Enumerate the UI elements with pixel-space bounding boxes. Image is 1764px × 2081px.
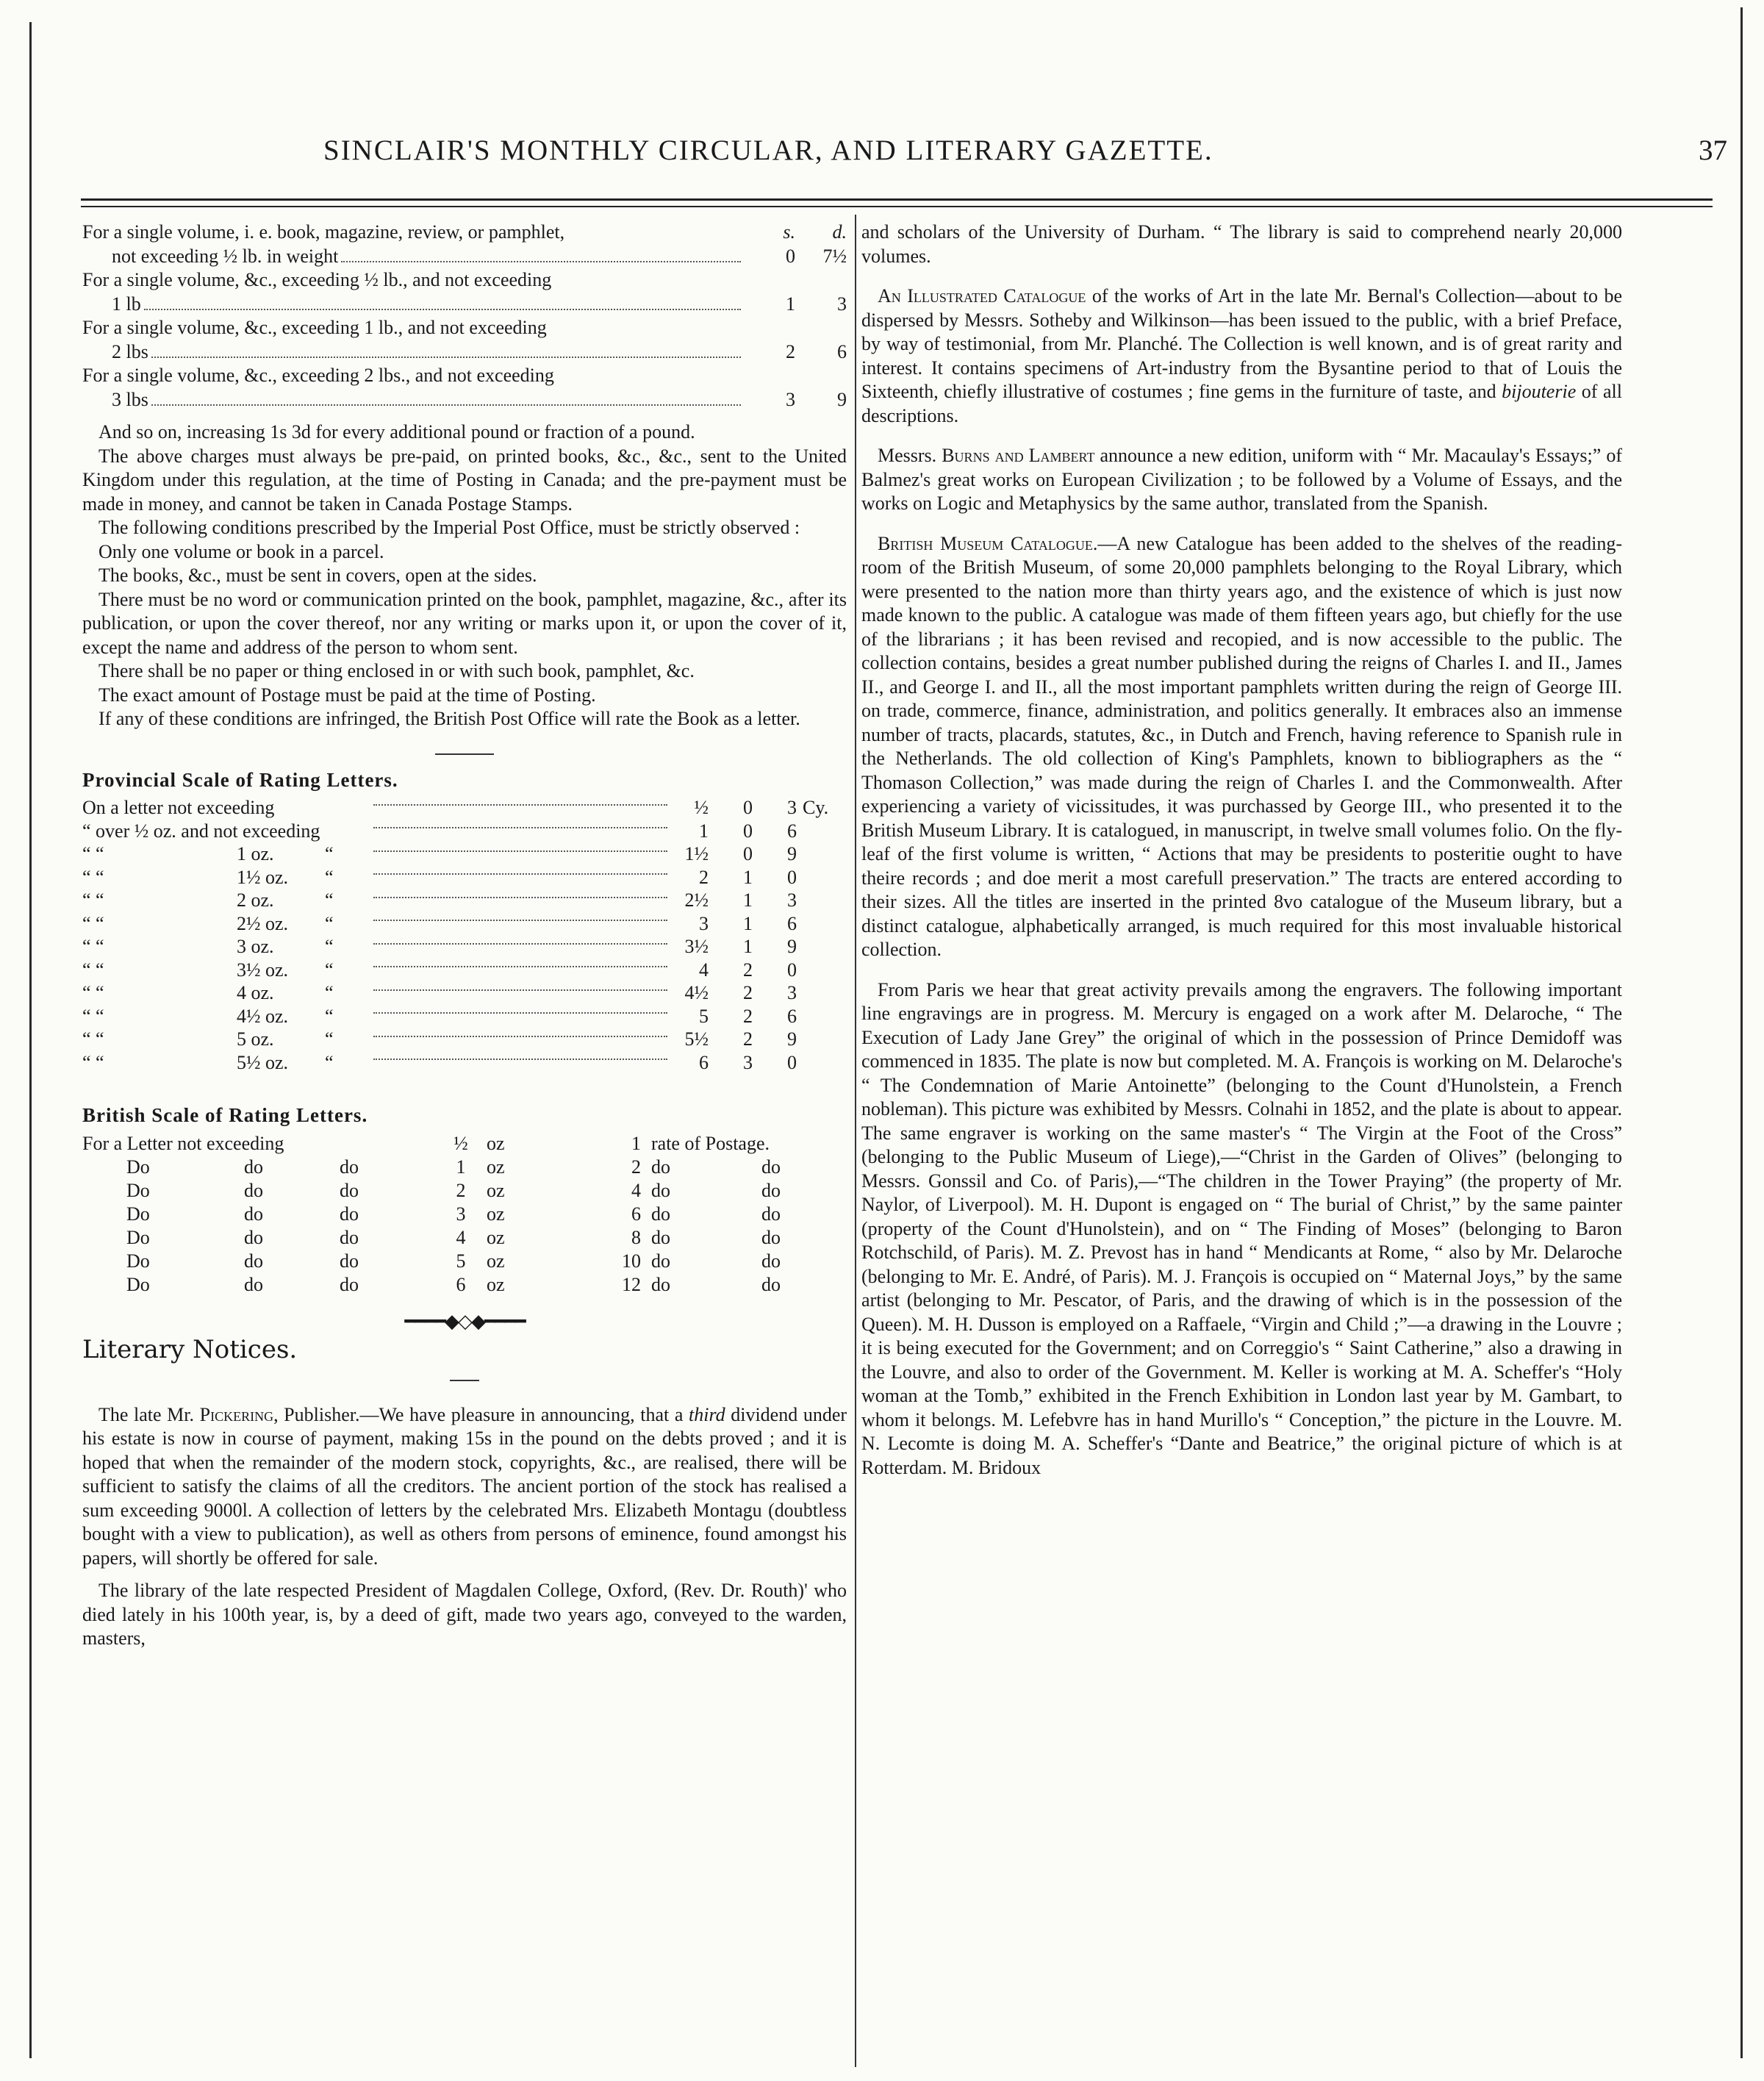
leader-dots-line: [373, 920, 667, 921]
header-rule-bottom: [81, 206, 1713, 207]
provincial-prefix: On a letter not exceeding: [82, 797, 275, 818]
british-rate-label: do: [651, 1179, 670, 1201]
notice-pickering: [82, 1403, 847, 1571]
british-weight: 2: [456, 1179, 466, 1201]
british-desc: do: [244, 1273, 263, 1295]
british-rate: 4: [631, 1179, 641, 1201]
provincial-cond: “: [325, 936, 334, 957]
notice-burns: [861, 444, 1622, 516]
british-rate-label: do: [761, 1226, 781, 1248]
british-scale-title: British Scale of Rating Letters.: [82, 1104, 368, 1126]
british-rate-label: do: [761, 1273, 781, 1295]
notice-paris: From Paris we hear that great activity prevails among the engravers. The following important line engravings are in progress. M. Mercury is engaged on a work after M. Delaroche, “ The Execution of Lady Jane Grey” the original of which in the possession of Prince Demidoff was commenced in 1835. The plate is now but completed. M. A. François is working on M. Delaroche's “ The Condemnation of Marie Antoinette” (belonging to the Count d'Hunolstein, a French nobleman). This picture was exhibited by Messrs. Colnahi in 1852, and the plate is about to appear. The same engraver is working on the same master's “ The Virgin at the Foot of the Cross” (belonging to the Public Museum of Liege),—“Christ in the Garden of Olives” (belonging to Messrs. Gonssil and Co. of Paris),—“The children in the Tower Praying” (the property of Mr. Naylor, of Liverpool). M. H. Dupont is engaged on “ The burial of Christ,” by the same painter (property of the Count d'Hunolstein), and on “ The Finding of Moses” (belonging to Baron Rotchschild, of Paris). M. Z. Prevost has in hand “ Mendicants at Rome, “ also by Mr. Delaroche (belonging to Mr. E. André, of Paris). M. J. François is occupied on “ Maternal Joys,” by the same artist (belonging to Mr. Pescator, of Paris, and the drawing of which is in the possession of the Queen). M. H. Dusson is employed on a Raffaele, “Virgin and Child ;”—a drawing in the Louvre ; it is being executed for the Government; and on Correggio's “ Saint Catherine,” also a drawing in the Louvre, and also to order of the Government. M. Keller is working at M. A. Scheffer's “Holy woman at the Tomb,” exhibited in the French Exhibition in London last year by M. Gambart, to whom it belongs. M. Lefebvre has in hand Murillo's “ Conception,” the picture in the Louvre. M. N. Lecomte is doing M. A. Scheffer's “Dante and Beatrice,” the original picture of which is at Rotterdam. M. Bridoux: [861, 978, 1622, 1478]
provincial-rate-a: 1: [743, 866, 753, 888]
provincial-prefix: “ “: [82, 1051, 104, 1073]
british-unit: oz: [487, 1179, 505, 1201]
provincial-rate-b: 9: [787, 843, 797, 864]
provincial-prefix: “ “: [82, 936, 104, 957]
provincial-rate-b: 3: [787, 797, 797, 818]
leader-dots: [341, 245, 741, 263]
british-weight: ½: [453, 1132, 468, 1154]
provincial-cond: “: [325, 982, 334, 1003]
british-row: [82, 1156, 847, 1179]
british-desc: do: [340, 1156, 359, 1178]
provincial-unit: [797, 866, 847, 889]
provincial-scale-title: Provincial Scale of Rating Letters.: [82, 768, 398, 791]
provincial-prefix: “ “: [82, 982, 104, 1003]
british-rate-label: do: [761, 1156, 781, 1178]
provincial-weight: 4½ oz.: [237, 1005, 289, 1027]
right-column: [861, 221, 1622, 1480]
leader-dots: [369, 820, 672, 843]
leader-dots: [369, 889, 672, 912]
british-row: [82, 1273, 847, 1297]
provincial-row: [82, 842, 847, 866]
provincial-weight: 5½ oz.: [237, 1051, 289, 1073]
leader-dots-line: [373, 804, 667, 806]
british-desc: Do: [126, 1179, 150, 1201]
provincial-rate-b: 3: [787, 889, 797, 911]
british-rate: 6: [631, 1203, 641, 1225]
provincial-weight: 1 oz.: [237, 843, 274, 864]
leader-dots-line: [373, 943, 667, 945]
postage-col-s: s.: [783, 221, 795, 243]
postage-col-d: d.: [832, 221, 847, 243]
postage-table: [82, 221, 847, 412]
postage-row-line1: For a single volume, &c., exceeding 2 lbs., and not exceeding: [82, 365, 554, 386]
provincial-cond: “: [325, 1028, 334, 1050]
provincial-rate-b: 3: [787, 982, 797, 1003]
provincial-row: [82, 1051, 847, 1075]
postage-row-line1: For a single volume, &c., exceeding ½ lb., and not exceeding: [82, 269, 552, 290]
british-weight: 4: [456, 1226, 466, 1248]
leader-dots: [369, 842, 672, 866]
provincial-weight: 4 oz.: [237, 982, 274, 1003]
british-unit: oz: [487, 1273, 505, 1295]
provincial-limit: 5½: [684, 1028, 709, 1050]
postage-row: [82, 364, 847, 388]
british-desc: Do: [126, 1226, 150, 1248]
notice-text: announce a new edition, uniform with “ Mr. Macaulay's Essays;” of Balmez's great works on European Civilization ; to be followed by a Volume of Essays, and the works on Logic and Metaphysics by the same author, translated from the Spanish.: [861, 445, 1622, 514]
british-rate: 12: [622, 1273, 641, 1295]
provincial-unit: Cy.: [803, 797, 829, 818]
british-desc: Do: [126, 1250, 150, 1272]
postage-row-line2: 2 lbs: [112, 340, 148, 362]
british-desc: Do: [126, 1273, 150, 1295]
postage-shillings: 2: [786, 340, 795, 362]
leader-dots-line: [373, 966, 667, 967]
british-rate-label: do: [651, 1273, 670, 1295]
british-rate-label: rate of Postage.: [651, 1132, 770, 1154]
notice-text: Messrs.: [878, 445, 942, 466]
british-desc: do: [244, 1179, 263, 1201]
postage-paragraph: The exact amount of Postage must be paid at the time of Posting.: [98, 684, 596, 706]
british-row: [82, 1132, 847, 1156]
provincial-unit: [797, 959, 847, 982]
provincial-rate-b: 0: [787, 866, 797, 888]
provincial-unit: [797, 820, 847, 843]
provincial-rate-a: 3: [743, 1051, 753, 1073]
postage-pence: 7½: [822, 245, 847, 267]
leader-dots: [369, 912, 672, 936]
postage-paragraph: The books, &c., must be sent in covers, open at the sides.: [98, 565, 537, 586]
provincial-prefix: “ “: [82, 1028, 104, 1050]
page-header: [44, 134, 1735, 178]
provincial-row: [82, 866, 847, 889]
literary-notices-title: Literary Notices.: [82, 1335, 298, 1364]
provincial-unit: [797, 842, 847, 866]
notice-text: of all descriptions.: [861, 381, 1622, 426]
page-title: SINCLAIR'S MONTHLY CIRCULAR, AND LITERARY GAZETTE.: [323, 135, 1213, 166]
british-weight: 5: [456, 1250, 466, 1272]
notice-text: The late Mr.: [98, 1403, 200, 1425]
british-row: [82, 1226, 847, 1250]
british-weight: 1: [456, 1156, 466, 1178]
postage-row-line1: For a single volume, i. e. book, magazine, review, or pamphlet,: [82, 221, 565, 243]
provincial-row: [82, 935, 847, 959]
british-rate-label: do: [761, 1179, 781, 1201]
british-desc: do: [244, 1203, 263, 1225]
postage-row: [82, 268, 847, 293]
right-border: [1740, 7, 1743, 2058]
postage-shillings: 0: [786, 245, 795, 267]
provincial-prefix: “ “: [82, 843, 104, 864]
leader-dots: [369, 935, 672, 959]
leader-dots-line: [373, 989, 667, 991]
provincial-limit: 3½: [684, 936, 709, 957]
provincial-prefix: “ “: [82, 866, 104, 888]
british-desc: do: [244, 1226, 263, 1248]
british-desc: do: [340, 1226, 359, 1248]
leader-dots-line: [373, 1036, 667, 1037]
notice-bernal: [861, 284, 1622, 428]
british-rate-label: do: [651, 1250, 670, 1272]
postage-row: [82, 340, 847, 365]
provincial-rate-a: 2: [743, 1005, 753, 1027]
leader-dots: [151, 388, 741, 406]
provincial-row: [82, 981, 847, 1005]
postage-paragraph: If any of these conditions are infringed, the British Post Office will rate the Book as a letter.: [98, 708, 800, 729]
provincial-unit: [797, 1005, 847, 1028]
provincial-cond: “: [325, 1005, 334, 1027]
postage-row: [82, 316, 847, 340]
british-unit: oz: [487, 1132, 505, 1154]
british-unit: oz: [487, 1226, 505, 1248]
provincial-rate-b: 6: [787, 912, 797, 934]
british-desc: do: [340, 1250, 359, 1272]
provincial-row: [82, 889, 847, 912]
british-row: [82, 1203, 847, 1226]
leader-dots-line: [373, 897, 667, 898]
provincial-prefix: “ “: [82, 912, 104, 934]
notice-museum: [861, 532, 1622, 962]
postage-row: [82, 245, 847, 269]
postage-shillings: 1: [786, 293, 795, 315]
provincial-rate-a: 0: [743, 797, 753, 818]
provincial-unit: [797, 935, 847, 959]
leader-dots: [369, 1005, 672, 1028]
provincial-cond: “: [325, 959, 334, 981]
provincial-prefix: “ “: [82, 889, 104, 911]
provincial-rate-b: 9: [787, 936, 797, 957]
british-desc: do: [244, 1250, 263, 1272]
postage-row-line2: 1 lb: [112, 293, 141, 315]
provincial-limit: 1: [699, 820, 709, 842]
british-rate-label: do: [651, 1226, 670, 1248]
provincial-limit: 4½: [684, 982, 709, 1003]
postage-paragraph: The following conditions prescribed by the Imperial Post Office, must be strictly observed :: [98, 517, 800, 538]
provincial-unit: [797, 889, 847, 912]
postage-row: [82, 293, 847, 317]
notice-name: Pickering: [199, 1403, 274, 1425]
provincial-row: [82, 912, 847, 936]
ornament-divider: ━━━━◆◇◆━━━━: [404, 1310, 525, 1332]
provincial-limit: 6: [699, 1051, 709, 1073]
british-unit: oz: [487, 1156, 505, 1178]
postage-paragraph: There must be no word or communication printed on the book, pamphlet, magazine, &c., after its publication, or upon the cover thereof, nor any writing or marks upon it, or upon the cover of it, except the name and address of the person to whom sent.: [82, 588, 847, 658]
postage-shillings: 3: [786, 388, 795, 410]
provincial-weight: 1½ oz.: [237, 866, 289, 888]
british-rate: 10: [622, 1250, 641, 1272]
provincial-rate-a: 2: [743, 982, 753, 1003]
notice-heading: An Illustrated Catalogue: [878, 285, 1086, 307]
provincial-limit: ½: [694, 797, 709, 818]
british-desc: do: [340, 1203, 359, 1225]
british-desc: Do: [126, 1203, 150, 1225]
leader-dots-line: [373, 873, 667, 875]
provincial-rate-b: 9: [787, 1028, 797, 1050]
provincial-rate-a: 1: [743, 936, 753, 957]
provincial-cond: “: [325, 889, 334, 911]
postage-pence: 6: [837, 340, 847, 362]
page-number: 37: [1699, 135, 1727, 166]
provincial-weight: 5 oz.: [237, 1028, 274, 1050]
leader-dots-line: [373, 850, 667, 852]
postage-paragraph: Only one volume or book in a parcel.: [98, 540, 384, 562]
provincial-prefix: “ “: [82, 1005, 104, 1027]
british-desc: do: [244, 1156, 263, 1178]
postage-row-line2: 3 lbs: [112, 388, 148, 410]
leader-dots: [151, 340, 741, 359]
left-border: [29, 22, 32, 2058]
postage-paragraph: And so on, increasing 1s 3d for every additional pound or fraction of a pound.: [98, 421, 695, 443]
provincial-prefix: “ “: [82, 959, 104, 981]
british-desc: do: [340, 1273, 359, 1295]
provincial-limit: 2½: [684, 889, 709, 911]
provincial-cond: “: [325, 912, 334, 934]
provincial-scale-table: [82, 796, 847, 1074]
provincial-row: [82, 1005, 847, 1028]
postage-row-line1: For a single volume, &c., exceeding 1 lb., and not exceeding: [82, 317, 547, 338]
provincial-unit: [797, 1051, 847, 1075]
postage-pence: 3: [837, 293, 847, 315]
provincial-cond: “: [325, 866, 334, 888]
provincial-limit: 4: [699, 959, 709, 981]
provincial-cond: “: [325, 1051, 334, 1073]
notice-text: of the works of Art in the late Mr. Bernal's Collection—about to be dispersed by Messrs. Sotheby and Wilkinson—has been issued to the public, with a brief Preface, by way of testimonial, from Mr. Planché. The Collection is well known, and is of great rarity and interest. It contains specimens of Art-industry from the Bysantine period to that of Louis the Sixteenth, chiefly illustrative of costumes ; fine gems in the furniture of taste, and: [861, 285, 1622, 402]
british-unit: oz: [487, 1203, 505, 1225]
notice-name: Burns and Lambert: [942, 445, 1095, 466]
leader-dots: [144, 293, 741, 311]
header-rule-top: [81, 198, 1713, 201]
provincial-weight: 3 oz.: [237, 936, 274, 957]
provincial-cond: “: [325, 843, 334, 864]
british-row: [82, 1179, 847, 1203]
provincial-limit: 1½: [684, 843, 709, 864]
notice-emphasis: third: [689, 1403, 725, 1425]
british-row: [82, 1250, 847, 1273]
provincial-weight: 2 oz.: [237, 889, 274, 911]
leader-dots: [369, 959, 672, 982]
notice-library-right: and scholars of the University of Durham. “ The library is said to comprehend nearly 20,000 volumes.: [861, 221, 1622, 267]
leader-dots: [369, 1051, 672, 1075]
provincial-rate-a: 2: [743, 1028, 753, 1050]
provincial-limit: 3: [699, 912, 709, 934]
provincial-limit: 5: [699, 1005, 709, 1027]
provincial-rate-a: 0: [743, 820, 753, 842]
provincial-unit: [797, 981, 847, 1005]
notice-text: , Publisher.—We have pleasure in announcing, that a: [273, 1403, 689, 1425]
british-rate: 2: [631, 1156, 641, 1178]
column-divider: [855, 215, 856, 2067]
provincial-unit: [797, 912, 847, 936]
left-column: [82, 221, 847, 1651]
provincial-rate-b: 0: [787, 1051, 797, 1073]
postage-row-line2: not exceeding ½ lb. in weight: [112, 245, 339, 267]
british-weight: 6: [456, 1273, 466, 1295]
provincial-row: [82, 820, 847, 843]
leader-dots-line: [373, 1012, 667, 1014]
leader-dots-line: [373, 827, 667, 828]
british-rate-label: do: [651, 1156, 670, 1178]
british-rate: 1: [631, 1132, 641, 1154]
notice-heading: British Museum Catalogue.: [878, 532, 1098, 554]
british-scale-table: [82, 1132, 847, 1297]
notice-emphasis: bijouterie: [1502, 381, 1577, 402]
notice-library-left: The library of the late respected President of Magdalen College, Oxford, (Rev. Dr. Routh)' who died lately in his 100th year, is, by a deed of gift, made two years ago, conveyed to the warden, masters,: [82, 1580, 847, 1649]
postage-pence: 9: [837, 388, 847, 410]
british-weight: 3: [456, 1203, 466, 1225]
postage-row: [82, 388, 847, 412]
british-rate-label: do: [651, 1203, 670, 1225]
provincial-limit: 2: [699, 866, 709, 888]
british-desc: For a Letter not exceeding: [82, 1132, 284, 1154]
british-rate-label: do: [761, 1203, 781, 1225]
provincial-rate-a: 1: [743, 912, 753, 934]
provincial-weight: 2½ oz.: [237, 912, 289, 934]
leader-dots: [369, 866, 672, 889]
provincial-row: [82, 796, 847, 820]
provincial-rate-a: 2: [743, 959, 753, 981]
british-rate: 8: [631, 1226, 641, 1248]
postage-row: [82, 221, 847, 245]
leader-dots: [369, 1028, 672, 1051]
provincial-row: [82, 959, 847, 982]
postage-paragraph: The above charges must always be pre-paid, on printed books, &c., &c., sent to the United Kingdom under this regulation, at the time of Posting in Canada; and the pre-payment must be made in money, and cannot be taken in Canada Postage Stamps.: [82, 445, 847, 515]
provincial-row: [82, 1028, 847, 1051]
provincial-rate-b: 6: [787, 820, 797, 842]
notice-text: —A new Catalogue has been added to the shelves of the reading-room of the British Museum, of some 20,000 pamphlets belonging to the Royal Library, which were presented to the nation more than thirty years ago, and the existence of which is just now made known to the public. A catalogue was made of them fifteen years ago, but chiefly for the use of the librarians ; it has been revised and recopied, and is now accessible to the public. The collection contains, besides a great number published during the reigns of Charles I. and II., James II., and George I. and II., all the most important pamphlets written during the reign of George III. on trade, commerce, finance, administration, and politics generally. It embraces also an immense number of tracts, placards, statutes, &c., in Dutch and French, having reference to Spanish rule in the Netherlands. The old collection of King's Pamphlets, known to bibliographers as the “ Thomason Collection,” was made during the reign of Charles I. and the Commonwealth. After experiencing a variety of vicissitudes, it was purchassed by George III., who presented it to the British Museum Library. It is catalogued, in manuscript, in twelve small volumes folio. On the fly-leaf of the first volume is written, “ Actions that may be presidents to posteritie ought to have theire records ; and doe merit a most carefull preservation.” The tracts are entered according to their sizes. All the titles are inserted in the printed 8vo catalogue of the Museum library, but a distinct catalogue, alphabetically arranged, is much required for this most invaluable historical collection.: [861, 532, 1622, 960]
provincial-prefix: “ over ½ oz. and not exceeding: [82, 820, 320, 842]
postage-paragraph: There shall be no paper or thing enclosed in or with such book, pamphlet, &c.: [98, 660, 695, 681]
british-rate-label: do: [761, 1250, 781, 1272]
notice-text: dividend under his estate is now in course of payment, making 15s in the pound on the debts proved ; and it is hoped that when the remainder of the modern stock, copyrights, &c., are realised, there will be sufficient to satisfy the claims of all the creditors. The ancient portion of the stock has realised a sum exceeding 9000l. A collection of letters by the celebrated Mrs. Elizabeth Montagu (doubtless bought with a view to publication), as well as others from persons of eminence, found amongst his papers, will shortly be offered for sale.: [82, 1403, 847, 1569]
provincial-rate-b: 6: [787, 1005, 797, 1027]
provincial-rate-a: 1: [743, 889, 753, 911]
provincial-unit: [797, 1028, 847, 1051]
leader-dots-line: [373, 1059, 667, 1060]
british-desc: Do: [126, 1156, 150, 1178]
leader-dots: [369, 981, 672, 1005]
british-desc: do: [340, 1179, 359, 1201]
leader-dots: [369, 796, 672, 820]
provincial-rate-b: 0: [787, 959, 797, 981]
provincial-rate-a: 0: [743, 843, 753, 864]
british-unit: oz: [487, 1250, 505, 1272]
provincial-weight: 3½ oz.: [237, 959, 289, 981]
